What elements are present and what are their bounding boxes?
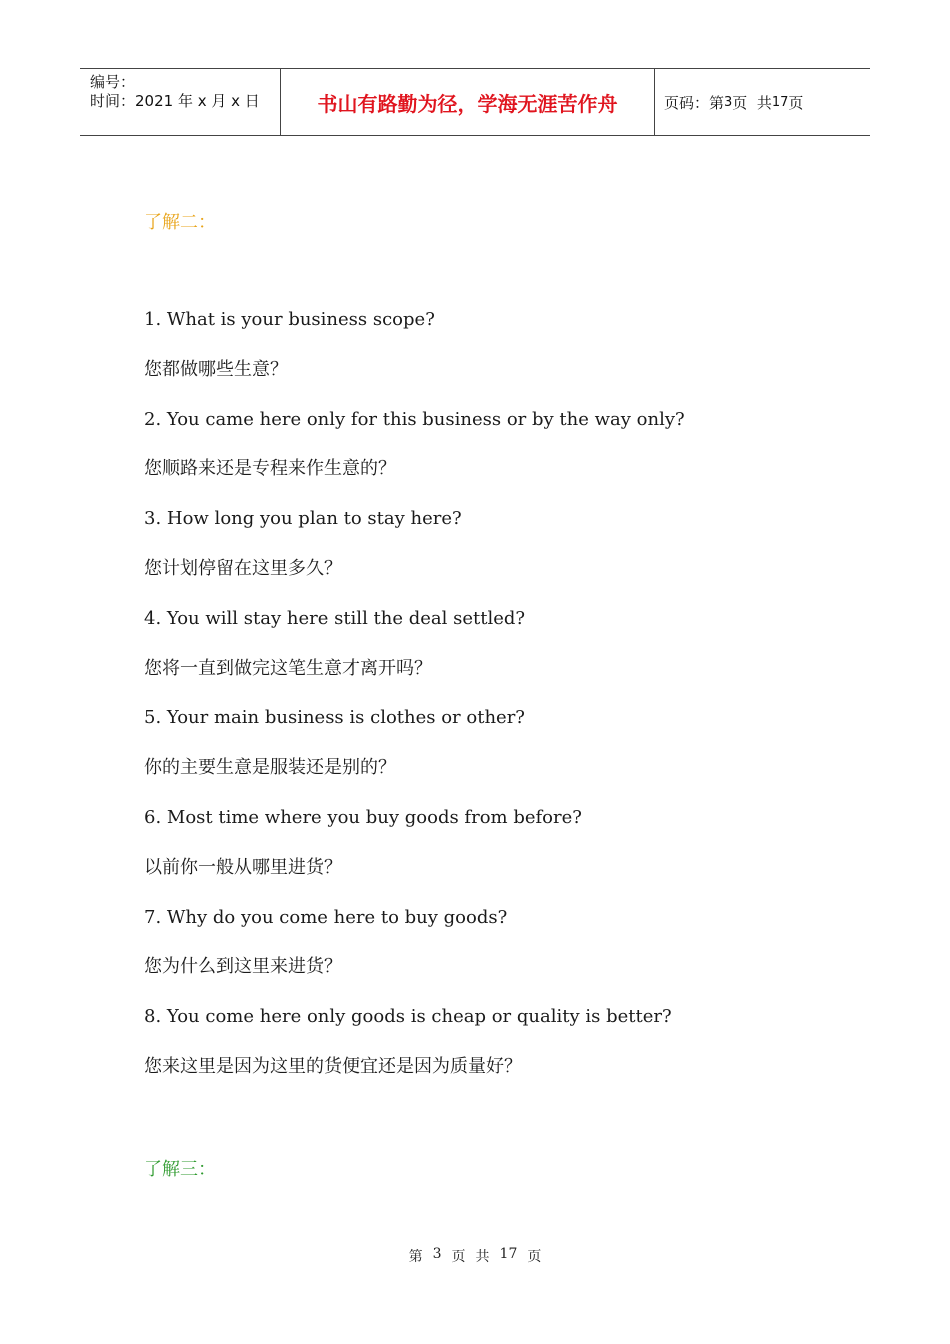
question-2-en: 2. You came here only for this business or by the way only? — [144, 408, 685, 430]
page-prefix: 页码：第 — [664, 93, 725, 112]
question-4-en: 4. You will stay here still the deal settled? — [144, 607, 526, 629]
question-4-zh: 您将一直到做完这笔生意才离开吗？ — [144, 657, 432, 679]
doc-code-label: 编号： — [90, 73, 136, 91]
question-6-en: 6. Most time where you buy goods from before? — [144, 806, 582, 828]
question-3-zh: 您计划停留在这里多久？ — [144, 557, 342, 579]
question-2-zh: 您顺路来还是专程来作生意的？ — [144, 458, 396, 480]
question-1-en: 1. What is your business scope? — [144, 309, 435, 330]
page-footer — [0, 1246, 950, 1266]
footer-total-pages: 17 — [499, 1246, 518, 1262]
question-8-en: 8. You come here only goods is cheap or quality is better? — [144, 1006, 672, 1028]
footer-page-word: 页 — [451, 1249, 466, 1265]
page-header — [80, 68, 870, 136]
page-suffix: 页 — [788, 93, 804, 112]
question-1-zh: 您都做哪些生意？ — [144, 358, 288, 380]
section-heading-understand-three: 了解三： — [144, 1159, 216, 1180]
footer-prefix: 第 — [408, 1249, 423, 1265]
header-page-number — [664, 69, 803, 135]
doc-time-label: 时间：2021 年 x 月 x 日 — [90, 92, 260, 110]
question-7-zh: 您为什么到这里来进货？ — [144, 956, 342, 978]
question-6-zh: 以前你一般从哪里进货？ — [144, 856, 342, 878]
question-3-en: 3. How long you plan to stay here? — [144, 508, 462, 530]
qa-list — [144, 308, 685, 1105]
footer-current-page: 3 — [432, 1246, 442, 1262]
section-heading-understand-two: 了解二： — [144, 212, 216, 233]
question-5-zh: 你的主要生意是服装还是别的？ — [144, 757, 396, 779]
page-current: 3 — [724, 94, 733, 110]
header-motto: 书山有路勤为径，学海无涯苦作舟 — [281, 69, 655, 135]
page-total: 17 — [771, 94, 789, 110]
header-meta — [80, 69, 281, 135]
question-7-en: 7. Why do you come here to buy goods? — [144, 906, 508, 928]
footer-suffix: 页 — [527, 1249, 542, 1265]
question-8-zh: 您来这里是因为这里的货便宜还是因为质量好？ — [144, 1055, 522, 1077]
footer-total-word: 共 — [475, 1249, 490, 1265]
question-5-en: 5. Your main business is clothes or other? — [144, 707, 525, 729]
page-mid: 页 共 — [732, 93, 772, 112]
